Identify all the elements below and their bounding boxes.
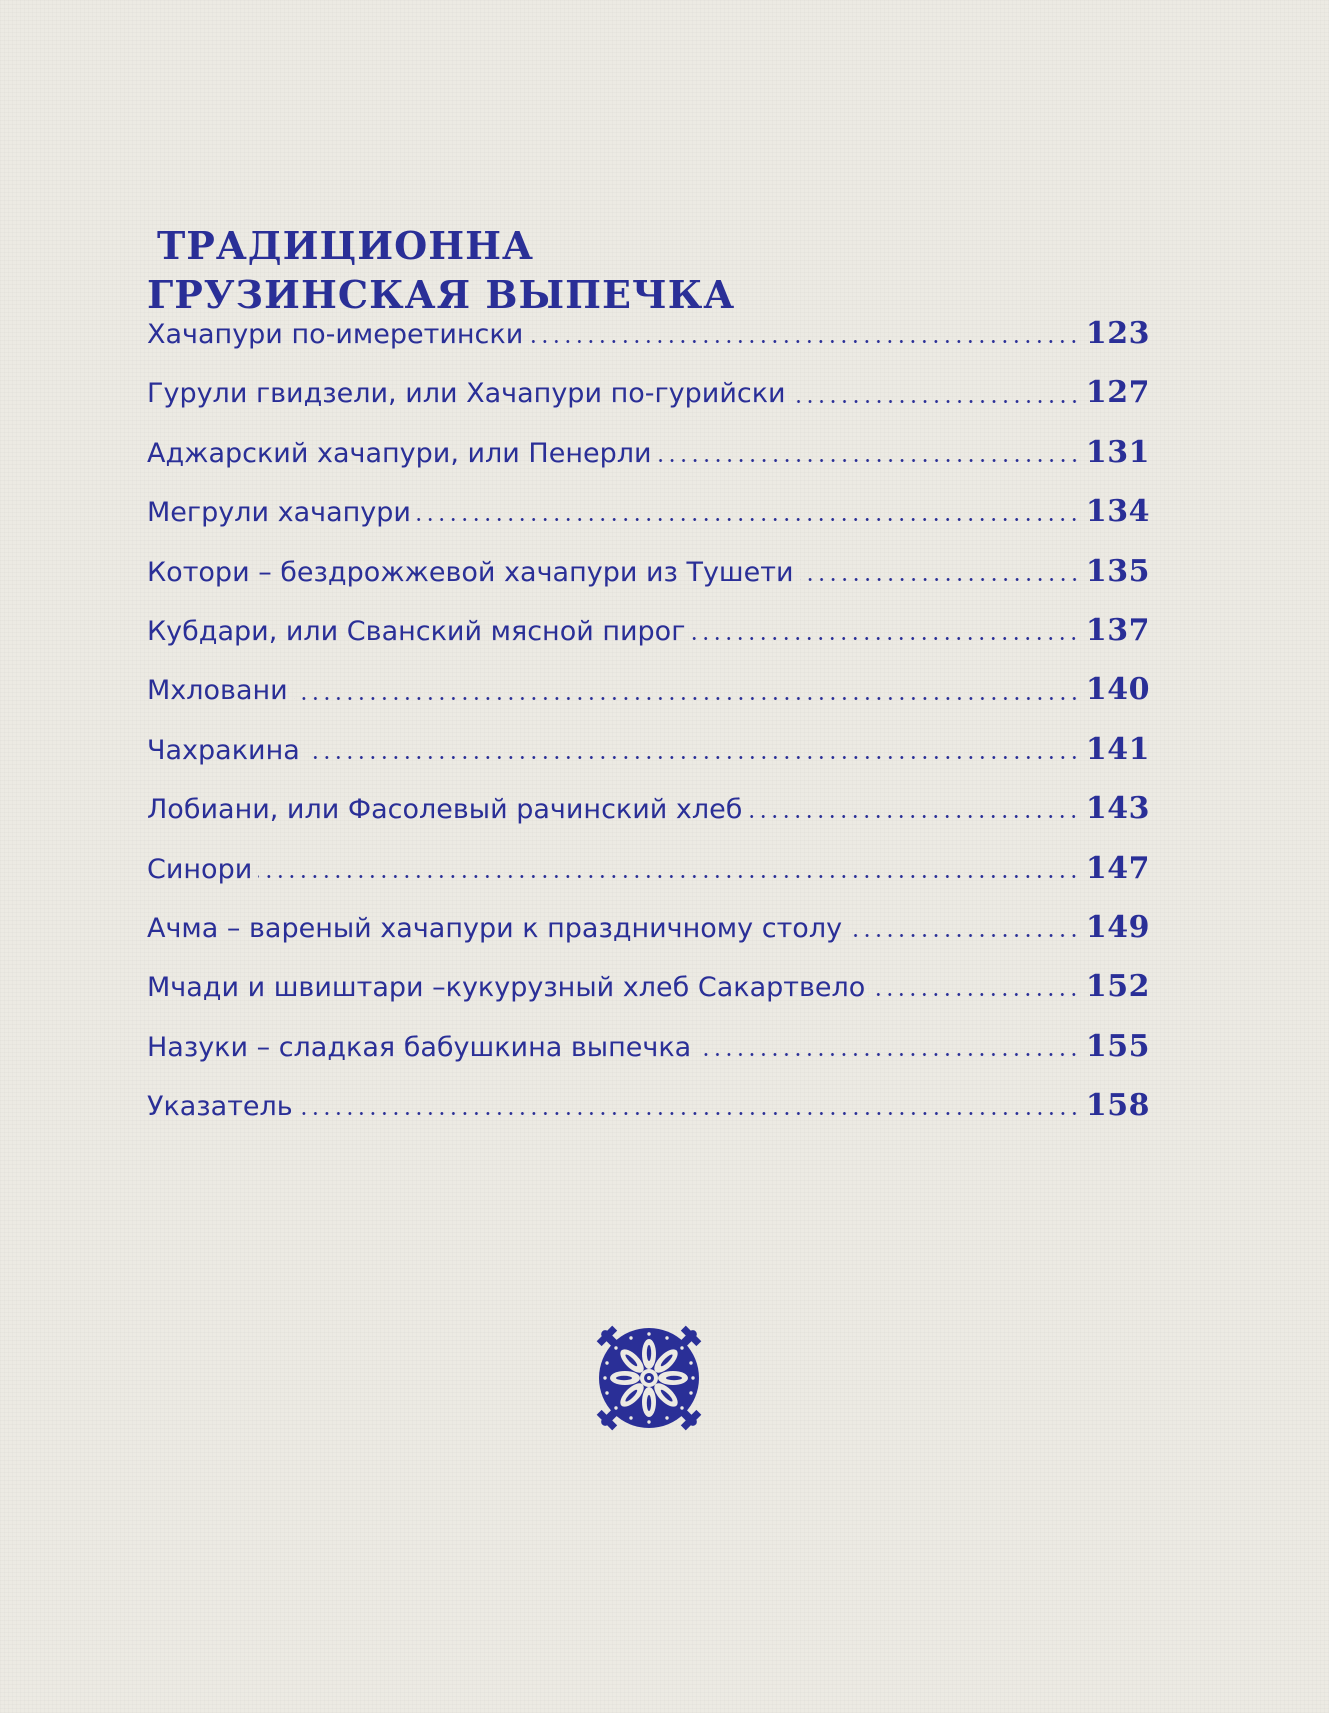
toc-entry[interactable] [147,482,1150,541]
toc-entry-title: Назуки – сладкая бабушкина выпечка [147,1031,692,1063]
toc-entry-page-number: 158 [1085,1088,1150,1124]
toc-entry-title: Мегрули хачапури [147,497,411,529]
toc-entry[interactable] [147,1076,1150,1135]
toc-entry[interactable] [147,363,1150,422]
toc-entry-title: Чахракина [147,734,300,766]
toc-entry-page-number: 140 [1085,672,1150,708]
dot-leader [658,459,1080,462]
dot-leader [294,697,1080,700]
toc-entry-title: Мчади и швиштари –кукурузный хлеб Сакартвело [147,972,866,1004]
toc-entry-title: Мхловани [147,675,288,707]
toc-entry[interactable] [147,601,1150,660]
section-heading-line-2: ГРУЗИНСКАЯ ВЫПЕЧКА [147,272,736,318]
dot-leader [529,340,1080,343]
toc-entry[interactable] [147,720,1150,779]
toc-entry-page-number: 152 [1085,969,1150,1005]
toc-entry-title: Лобиани, или Фасолевый рачинский хлеб [147,794,743,826]
toc-entry-page-number: 123 [1085,316,1150,351]
toc-entry-title: Аджарский хачапури, или Пенерли [147,437,652,469]
toc-entry[interactable] [147,839,1150,898]
toc-entry[interactable] [147,898,1150,957]
dot-leader [691,637,1079,640]
dot-leader [792,400,1080,403]
toc-entry-page-number: 143 [1085,791,1150,827]
toc-entry-title: Кубдари, или Сванский мясной пирог [147,615,686,647]
dot-leader [748,815,1079,818]
toc-entry-page-number: 155 [1085,1028,1150,1064]
section-heading-line-1: ТРАДИЦИОННА [157,223,534,269]
dot-leader [417,518,1080,521]
toc-entry[interactable] [147,779,1150,838]
toc-entry-title: Хачапури по-имеретински [147,319,524,350]
georgian-rosette-ornament-icon [584,1313,714,1443]
toc-entry[interactable] [147,304,1150,363]
dot-leader [697,1053,1080,1056]
toc-entry[interactable] [147,1017,1150,1076]
dot-leader [871,993,1080,996]
dot-leader [306,756,1080,759]
toc-entry-title: Указатель [147,1091,293,1123]
toc-entry-title: Котори – бездрожжевой хачапури из Тушети [147,556,794,588]
toc-entry-page-number: 149 [1085,909,1150,945]
dot-leader [258,875,1080,878]
toc-entry-title: Гурули гвидзели, или Хачапури по-гурийски [147,378,786,410]
dot-leader [848,934,1080,937]
toc-entry[interactable] [147,423,1150,482]
toc-entry-page-number: 141 [1085,731,1150,767]
table-of-contents [147,304,1150,1135]
toc-entry-title: Синори [147,853,253,885]
toc-entry-page-number: 135 [1085,553,1150,589]
toc-entry-page-number: 137 [1085,612,1150,648]
toc-entry-title: Ачма – вареный хачапури к праздничному столу [147,912,843,944]
toc-entry[interactable] [147,957,1150,1016]
toc-entry-page-number: 147 [1085,850,1150,886]
toc-entry-page-number: 127 [1085,375,1150,411]
toc-entry-page-number: 134 [1085,494,1150,530]
toc-entry-page-number: 131 [1085,434,1150,470]
toc-entry[interactable] [147,660,1150,719]
toc-entry[interactable] [147,542,1150,601]
dot-leader [800,578,1080,581]
dot-leader [299,1112,1080,1115]
